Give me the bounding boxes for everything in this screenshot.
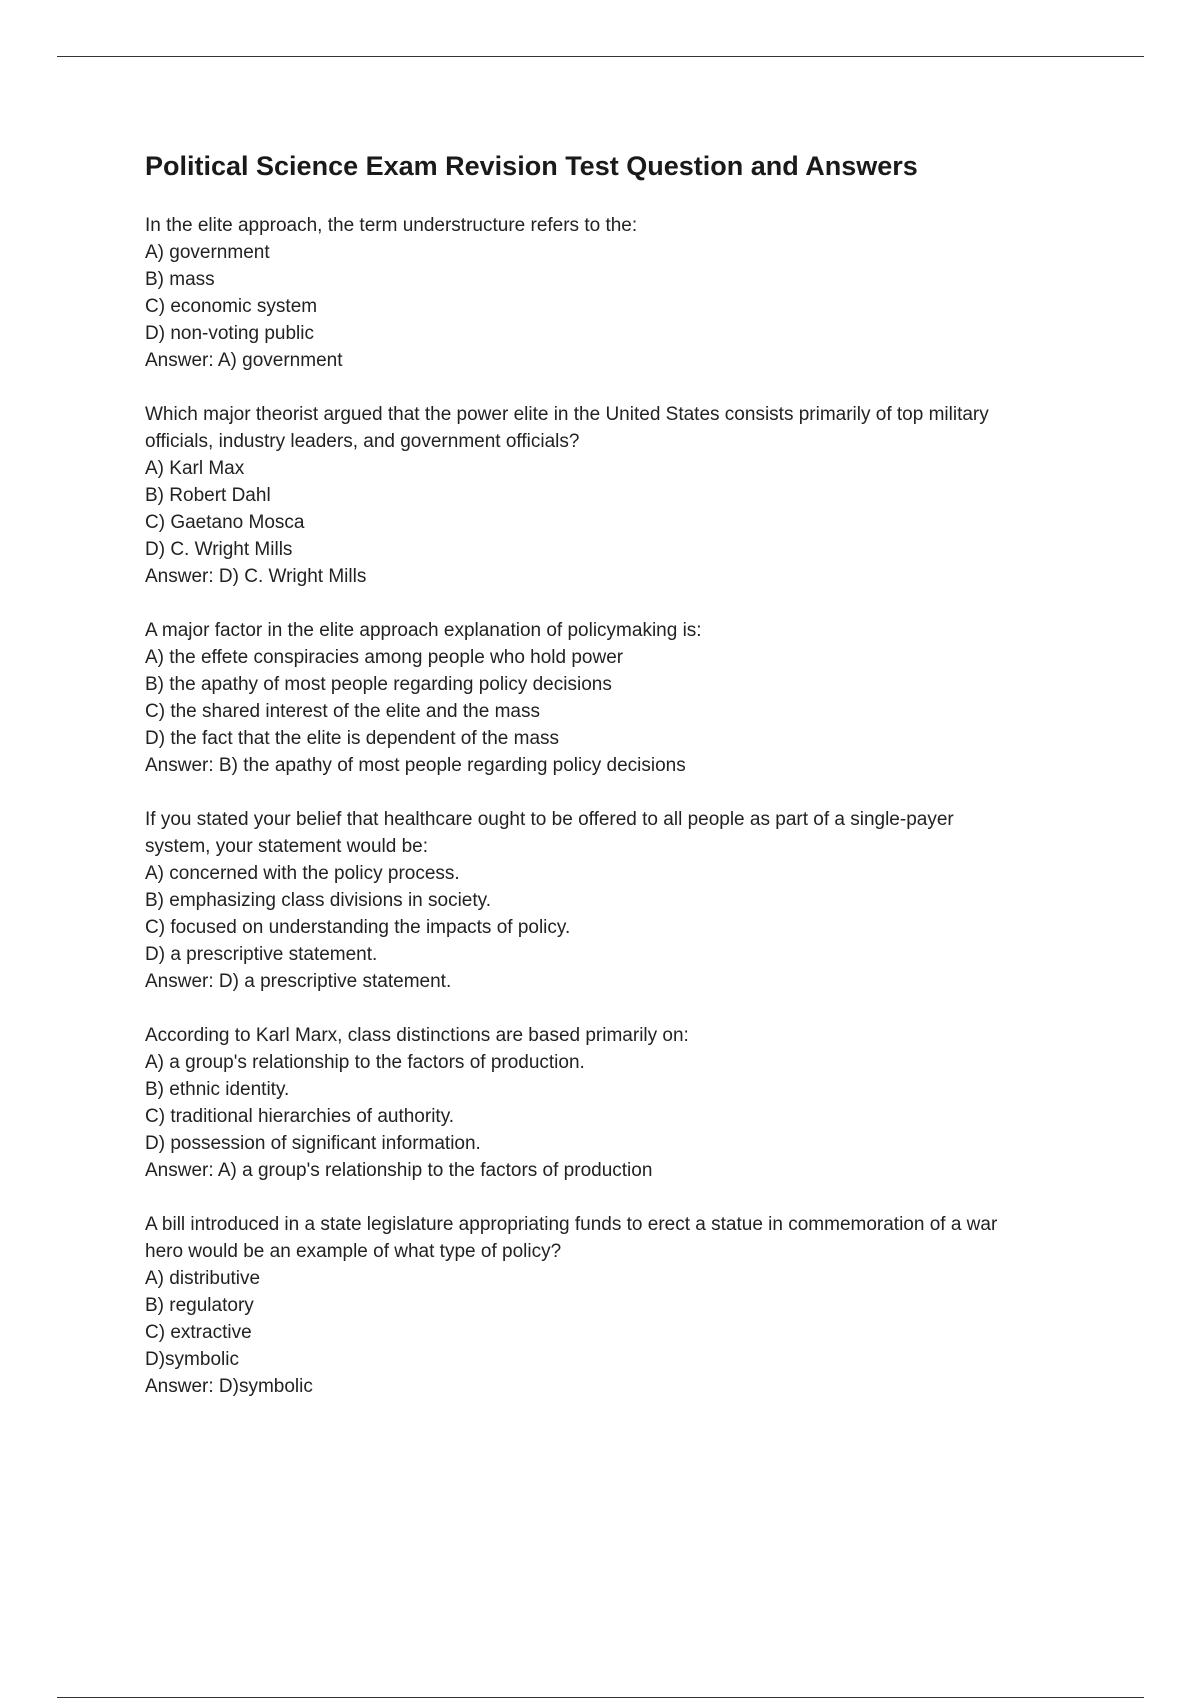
answer-option: C) economic system [145,296,318,317]
answer-option: A) a group's relationship to the factors of production. [145,1052,585,1073]
question-3 [145,617,1085,779]
answer-option: A) concerned with the policy process. [145,863,460,884]
answer-option: B) emphasizing class divisions in society. [145,890,492,911]
document-body [145,146,1085,1427]
question-5 [145,1022,1085,1184]
question-prompt-line: Which major theorist argued that the power elite in the United States consists primarily of top military [145,404,989,425]
header-rule [57,56,1144,57]
answer-option: D) a prescriptive statement. [145,944,378,965]
answer-option: B) the apathy of most people regarding policy decisions [145,674,612,695]
answer-option: A) Karl Max [145,458,245,479]
answer-option: D) the fact that the elite is dependent of the mass [145,728,560,749]
question-prompt-line: If you stated your belief that healthcare ought to be offered to all people as part of a single-payer [145,809,954,830]
question-6 [145,1211,1085,1400]
answer-option: C) focused on understanding the impacts of policy. [145,917,571,938]
answer-option: D)symbolic [145,1349,239,1370]
question-prompt: In the elite approach, the term understructure refers to the: [145,215,638,236]
answer-key: Answer: A) government [145,350,343,371]
page-title: Political Science Exam Revision Test Question and Answers [145,151,918,181]
answer-option: A) distributive [145,1268,261,1289]
footer-rule [57,1697,1144,1698]
answer-option: C) traditional hierarchies of authority. [145,1106,455,1127]
answer-option: B) ethnic identity. [145,1079,290,1100]
question-prompt: According to Karl Marx, class distinctions are based primarily on: [145,1025,689,1046]
answer-option: D) possession of significant information. [145,1133,481,1154]
answer-option: C) the shared interest of the elite and the mass [145,701,540,722]
question-prompt-line: system, your statement would be: [145,836,429,857]
question-prompt: A major factor in the elite approach explanation of policymaking is: [145,620,702,641]
answer-key: Answer: D) a prescriptive statement. [145,971,452,992]
answer-option: B) regulatory [145,1295,254,1316]
question-prompt-line: A bill introduced in a state legislature appropriating funds to erect a statue in commemoration of a war [145,1214,998,1235]
answer-option: B) mass [145,269,215,290]
answer-key: Answer: A) a group's relationship to the factors of production [145,1160,653,1181]
question-2 [145,401,1085,590]
answer-option: A) the effete conspiracies among people who hold power [145,647,624,668]
answer-option: D) non-voting public [145,323,314,344]
answer-option: A) government [145,242,270,263]
answer-key: Answer: D)symbolic [145,1376,313,1397]
answer-option: B) Robert Dahl [145,485,271,506]
answer-option: D) C. Wright Mills [145,539,293,560]
question-prompt-line: officials, industry leaders, and government officials? [145,431,580,452]
question-prompt-line: hero would be an example of what type of policy? [145,1241,562,1262]
question-1 [145,212,1085,374]
answer-key: Answer: B) the apathy of most people regarding policy decisions [145,755,686,776]
question-4 [145,806,1085,995]
answer-option: C) Gaetano Mosca [145,512,305,533]
answer-key: Answer: D) C. Wright Mills [145,566,367,587]
answer-option: C) extractive [145,1322,252,1343]
